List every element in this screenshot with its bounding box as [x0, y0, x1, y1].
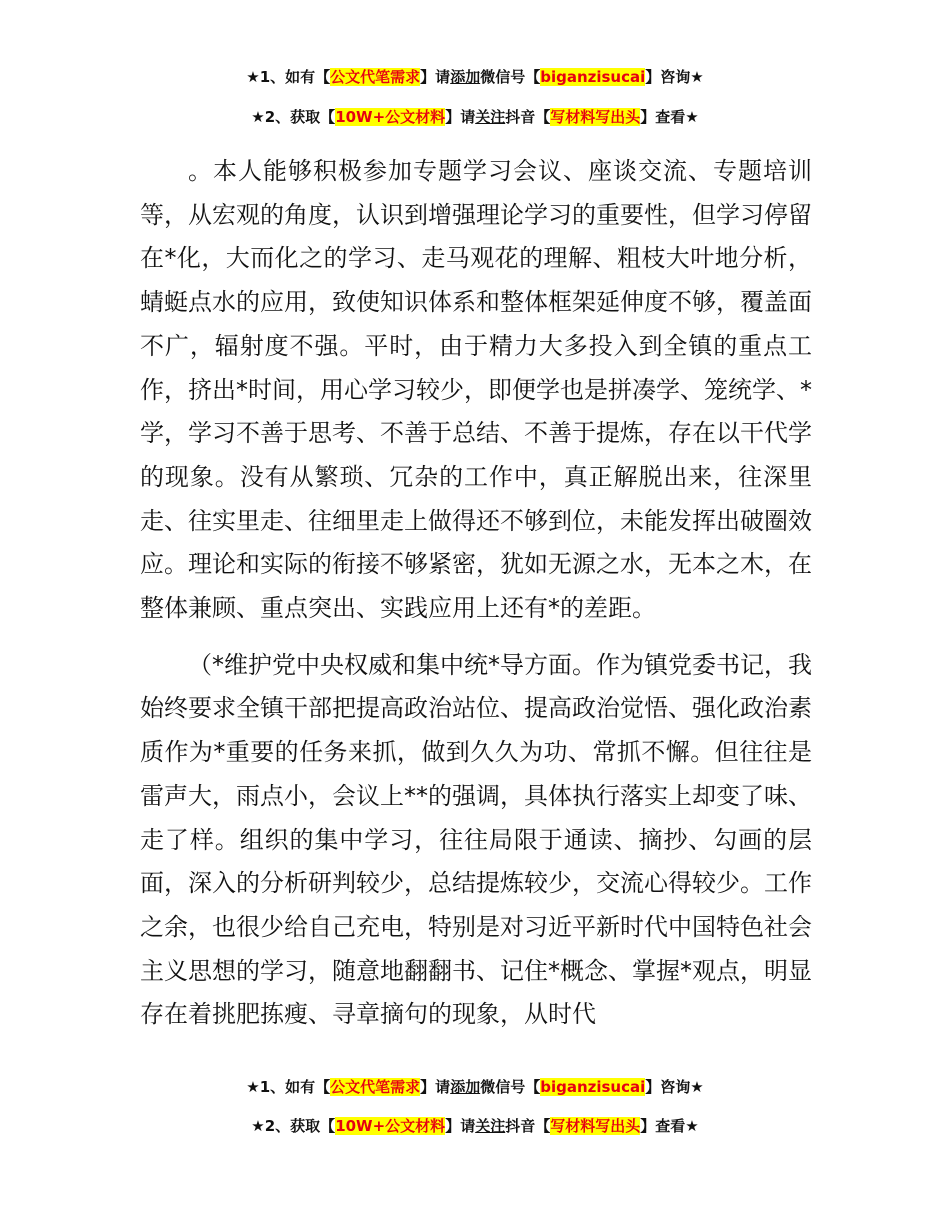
banner-text: 微信号【: [480, 68, 541, 86]
banner-text: 】查看★: [640, 108, 699, 126]
banner-text: 】咨询★: [645, 1078, 704, 1096]
document-body: [140, 150, 812, 1037]
banner-underlined-text: 关注: [475, 1117, 506, 1135]
banner-text: 】请: [420, 1078, 451, 1096]
banner-text: ★1、如有【: [246, 1078, 331, 1096]
footer-banner-line-1: [0, 1077, 950, 1097]
banner-underlined-text: 关注: [475, 108, 506, 126]
banner-text: 】请: [445, 1117, 476, 1135]
header-banner-line-2: [0, 107, 950, 127]
banner-highlight-wechat-id: biganzisucai: [540, 68, 646, 86]
body-paragraph-2: （*维护党中央权威和集中统*导方面。作为镇党委书记，我始终要求全镇干部把提高政治站位、提高政治觉悟、强化政治素质作为*重要的任务来抓，做到久久为功、常抓不懈。但往往是雷声大，雨点小，会议上**的强调，具体执行落实上却变了味、走了样。组织的集中学习，往往局限于通读、摘抄、勾画的层面，深入的分析研判较少，总结提炼较少，交流心得较少。工作之余，也很少给自己充电，特别是对习近平新时代中国特色社会主义思想的学习，随意地翻翻书、记住*概念、掌握*观点，明显存在着挑肥拣瘦、寻章摘句的现象，从时代: [140, 650, 812, 1029]
banner-text: ★2、获取【: [251, 108, 336, 126]
header-banner-line-1: [0, 67, 950, 87]
banner-text: ★2、获取【: [251, 1117, 336, 1135]
banner-text: 】咨询★: [645, 68, 704, 86]
banner-text: 抖音【: [505, 1117, 551, 1135]
banner-highlight-douyin-account: 写材料写出头: [550, 1117, 641, 1135]
banner-highlight-materials: 10W+公文材料: [335, 108, 446, 126]
body-paragraph-1: 。本人能够积极参加专题学习会议、座谈交流、专题培训等，从宏观的角度，认识到增强理论学习的重要性，但学习停留在*化，大而化之的学习、走马观花的理解、粗枝大叶地分析，蜻蜓点水的应用，致使知识体系和整体框架延伸度不够，覆盖面不广，辐射度不强。平时，由于精力大多投入到全镇的重点工作，挤出*时间，用心学习较少，即便学也是拼凑学、笼统学、*学，学习不善于思考、不善于总结、不善于提炼，存在以干代学的现象。没有从繁琐、冗杂的工作中，真正解脱出来，往深里走、往实里走、往细里走上做得还不够到位，未能发挥出破圈效应。理论和实际的衔接不够紧密，犹如无源之水，无本之木，在整体兼顾、重点突出、实践应用上还有*的差距。: [140, 157, 812, 623]
banner-text: ★1、如有【: [246, 68, 331, 86]
banner-text: 】请: [420, 68, 451, 86]
banner-underlined-text: 添加: [450, 68, 481, 86]
banner-text: 】查看★: [640, 1117, 699, 1135]
banner-highlight-wechat-id: biganzisucai: [540, 1078, 646, 1096]
banner-highlight-service: 公文代笔需求: [330, 68, 421, 86]
banner-underlined-text: 添加: [450, 1078, 481, 1096]
banner-text: 微信号【: [480, 1078, 541, 1096]
footer-banner-line-2: [0, 1116, 950, 1136]
banner-text: 】请: [445, 108, 476, 126]
banner-text: 抖音【: [505, 108, 551, 126]
banner-highlight-service: 公文代笔需求: [330, 1078, 421, 1096]
banner-highlight-douyin-account: 写材料写出头: [550, 108, 641, 126]
banner-highlight-materials: 10W+公文材料: [335, 1117, 446, 1135]
